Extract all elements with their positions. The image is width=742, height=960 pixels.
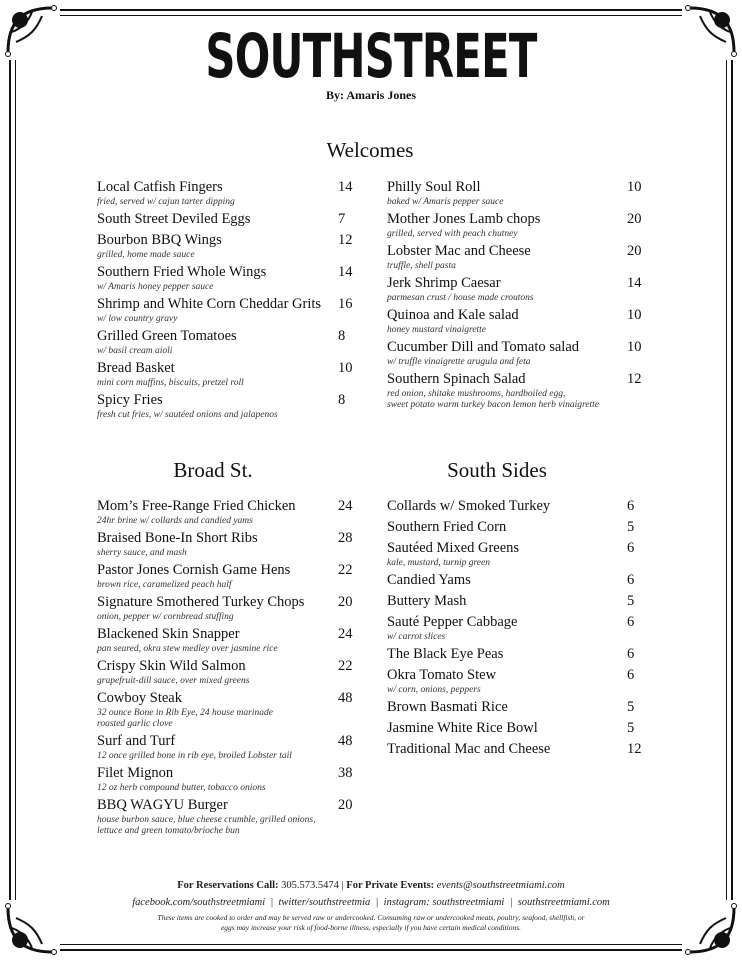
- menu-item: [387, 496, 657, 516]
- menu-item: [387, 591, 657, 611]
- menu-item: [387, 612, 657, 643]
- menu-item-description: w/ carrot slices: [387, 632, 446, 642]
- menu-item: [97, 294, 367, 325]
- menu-item-price: 10: [627, 179, 642, 195]
- menu-item-description: grilled, served with peach chutney: [387, 229, 518, 239]
- menu-item-price: 14: [627, 275, 642, 291]
- menu-item-description: 24hr brine w/ collards and candied yams: [97, 516, 253, 526]
- menu-item-name: Collards w/ Smoked Turkey: [387, 498, 551, 514]
- menu-item: [97, 592, 367, 623]
- menu-item-price: 6: [627, 498, 635, 514]
- menu-item: [387, 718, 657, 738]
- menu-item-price: 10: [627, 307, 642, 323]
- menu-item: [387, 538, 657, 569]
- events-label: For Private Events:: [346, 880, 435, 891]
- menu-item-name: Candied Yams: [387, 572, 471, 588]
- menu-item-name: Traditional Mac and Cheese: [387, 741, 551, 757]
- menu-item-description: baked w/ Amaris pepper sauce: [387, 197, 504, 207]
- menu-item-name: Cowboy Steak: [97, 690, 182, 706]
- menu-item-price: 24: [338, 626, 353, 642]
- south-sides-list: [387, 496, 657, 760]
- menu-item-name: Jerk Shrimp Caesar: [387, 275, 501, 291]
- menu-item-description: kale, mustard, turnip green: [387, 558, 490, 568]
- menu-item: [97, 326, 367, 357]
- menu-item-name: Mom’s Free-Range Fried Chicken: [97, 498, 296, 514]
- menu-item-name: Bourbon BBQ Wings: [97, 232, 222, 248]
- menu-item-description: fresh cut fries, w/ sautéed onions and jalapenos: [97, 410, 278, 420]
- menu-item-price: 38: [338, 765, 353, 781]
- menu-item-price: 14: [338, 179, 353, 195]
- menu-item-price: 20: [627, 243, 642, 259]
- menu-item-price: 6: [627, 646, 635, 662]
- footer-social-links[interactable]: facebook.com/southstreetmiami | twitter/southstreetmia | instagram: southstreetmiami | southstreetmiami.com: [132, 897, 610, 908]
- menu-item-description: pan seared, okra stew medley over jasmine rice: [97, 644, 278, 654]
- restaurant-logo: [0, 20, 742, 92]
- menu-item-name: Sauté Pepper Cabbage: [387, 614, 518, 630]
- menu-item-price: 8: [338, 328, 346, 344]
- menu-item-price: 5: [627, 699, 635, 715]
- menu-item-price: 8: [338, 392, 346, 408]
- menu-item-description: sherry sauce, and mash: [97, 548, 187, 558]
- menu-item-price: 20: [627, 211, 642, 227]
- menu-item: [97, 177, 367, 208]
- broad-st-list: [97, 496, 367, 838]
- menu-item-price: 5: [627, 593, 635, 609]
- menu-item-price: 6: [627, 667, 635, 683]
- menu-item-name: Surf and Turf: [97, 733, 176, 749]
- menu-item: [387, 644, 657, 664]
- menu-item: [387, 570, 657, 590]
- footer-disclaimer: These items are cooked to order and may be served raw or undercooked. Consuming raw or undercooked meats, poultry, seafood, shellfish, or eggs may increase your risk of food-borne illness, especially if you have certain medical conditions.: [157, 913, 585, 932]
- menu-item-name: Okra Tomato Stew: [387, 667, 497, 683]
- section-heading-welcomes: Welcomes: [326, 138, 414, 162]
- menu-item: [387, 517, 657, 537]
- menu-item: [97, 358, 367, 389]
- menu-item-name: BBQ WAGYU Burger: [97, 797, 228, 813]
- separator: |: [341, 880, 347, 891]
- menu-item-name: Bread Basket: [97, 360, 175, 376]
- menu-item-name: Southern Fried Whole Wings: [97, 264, 267, 280]
- menu-item-description: grilled, home made sauce: [97, 250, 195, 260]
- menu-item-description: w/ basil cream aioli: [97, 346, 173, 356]
- menu-item-description: 12 oz herb compound butter, tobacco onions: [97, 783, 266, 793]
- menu-item: [97, 496, 367, 527]
- menu-item: [387, 241, 657, 272]
- menu-item-name: Grilled Green Tomatoes: [97, 328, 237, 344]
- menu-item-description: house burbon sauce, blue cheese crumble, grilled onions, lettuce and green tomato/brioche bun: [97, 815, 316, 836]
- menu-item-description: 32 ounce Bone in Rib Eye, 24 house marinade roasted garlic clove: [97, 708, 273, 729]
- menu-item-price: 12: [338, 232, 353, 248]
- menu-item: [97, 763, 367, 794]
- menu-item-description: w/ Amaris honey pepper sauce: [97, 282, 214, 292]
- menu-item-name: Sautéed Mixed Greens: [387, 540, 520, 556]
- menu-item: [387, 665, 657, 696]
- menu-item-name: Mother Jones Lamb chops: [387, 211, 541, 227]
- menu-item-name: Brown Basmati Rice: [387, 699, 508, 715]
- menu-item-name: Quinoa and Kale salad: [387, 307, 519, 323]
- menu-item: [97, 688, 367, 730]
- reservations-label: For Reservations Call:: [177, 880, 279, 891]
- menu-item-name: Southern Fried Corn: [387, 519, 507, 535]
- menu-item: [97, 262, 367, 293]
- menu-item-price: 22: [338, 562, 353, 578]
- menu-item-name: South Street Deviled Eggs: [97, 211, 251, 227]
- menu-item: [97, 230, 367, 261]
- menu-item-description: brown rice, caramelized peach half: [97, 580, 232, 590]
- menu-item: [387, 177, 657, 208]
- menu-item-price: 12: [627, 741, 642, 757]
- reservations-phone[interactable]: 305.573.5474: [281, 880, 339, 891]
- menu-item: [97, 656, 367, 687]
- menu-item-description: parmesan crust / house made croutons: [387, 293, 534, 303]
- menu-item-description: red onion, shitake mushrooms, hardboiled egg, sweet potato warm turkey bacon lemon herb vinaigrette: [387, 389, 600, 410]
- restaurant-title: SOUTHSTREET: [205, 20, 537, 92]
- menu-item-name: Southern Spinach Salad: [387, 371, 526, 387]
- menu-item: [97, 528, 367, 559]
- menu-item-name: Pastor Jones Cornish Game Hens: [97, 562, 291, 578]
- menu-item-price: 10: [338, 360, 353, 376]
- menu-item-name: Shrimp and White Corn Cheddar Grits: [97, 296, 322, 312]
- menu-item-price: 22: [338, 658, 353, 674]
- menu-item-price: 5: [627, 519, 635, 535]
- section-heading-broad-st: Broad St.: [173, 458, 253, 482]
- menu-item: [387, 337, 657, 368]
- events-email-link[interactable]: events@southstreetmiami.com: [436, 880, 565, 891]
- menu-item: [387, 697, 657, 717]
- menu-item-description: honey mustard vinaigrette: [387, 325, 487, 335]
- menu-item: [387, 273, 657, 304]
- menu-item-price: 20: [338, 797, 353, 813]
- menu-item-name: Spicy Fries: [97, 392, 163, 408]
- menu-item-name: Blackened Skin Snapper: [97, 626, 240, 642]
- menu-item-price: 6: [627, 540, 635, 556]
- menu-item-price: 48: [338, 733, 353, 749]
- menu-item: [97, 560, 367, 591]
- menu-item-price: 28: [338, 530, 353, 546]
- menu-item-description: truffle, shell pasta: [387, 261, 456, 271]
- menu-item: [97, 390, 367, 421]
- welcomes-left-list: [97, 177, 367, 422]
- footer-contact: [0, 880, 742, 891]
- menu-item-price: 10: [627, 339, 642, 355]
- menu-item: [97, 731, 367, 762]
- menu-item: [387, 209, 657, 240]
- section-heading-south-sides: South Sides: [447, 458, 547, 482]
- welcomes-right-list: [387, 177, 657, 412]
- menu-item-description: grapefruit-dill sauce, over mixed greens: [97, 676, 250, 686]
- menu-item: [387, 739, 657, 759]
- menu-item: [97, 209, 367, 229]
- menu-item-name: Buttery Mash: [387, 593, 467, 609]
- menu-item-description: onion, pepper w/ cornbread stuffing: [97, 612, 234, 622]
- menu-item-price: 5: [627, 720, 635, 736]
- menu-item-name: Cucumber Dill and Tomato salad: [387, 339, 580, 355]
- menu-item-name: Local Catfish Fingers: [97, 179, 223, 195]
- menu-item: [387, 369, 657, 411]
- menu-item-name: Braised Bone-In Short Ribs: [97, 530, 258, 546]
- menu-item-description: 12 once grilled bone in rib eye, broiled Lobster tail: [97, 751, 292, 761]
- menu-item-price: 24: [338, 498, 353, 514]
- menu-item-name: Crispy Skin Wild Salmon: [97, 658, 246, 674]
- menu-item-description: w/ low country gravy: [97, 314, 178, 324]
- menu-item-price: 12: [627, 371, 642, 387]
- menu-item: [387, 305, 657, 336]
- menu-item-description: w/ truffle vinaigrette arugula and feta: [387, 357, 531, 367]
- menu-item-description: fried, served w/ cajun tarter dipping: [97, 197, 235, 207]
- byline: By: Amaris Jones: [326, 88, 416, 102]
- menu-item-price: 14: [338, 264, 353, 280]
- menu-item-price: 48: [338, 690, 353, 706]
- menu-item: [97, 624, 367, 655]
- menu-item-price: 6: [627, 572, 635, 588]
- menu-item-name: Lobster Mac and Cheese: [387, 243, 531, 259]
- menu-item-name: The Black Eye Peas: [387, 646, 504, 662]
- menu-item-name: Filet Mignon: [97, 765, 174, 781]
- menu-item-name: Jasmine White Rice Bowl: [387, 720, 538, 736]
- menu-item-price: 7: [338, 211, 346, 227]
- menu-item-name: Signature Smothered Turkey Chops: [97, 594, 305, 610]
- menu-item-description: mini corn muffins, biscuits, pretzel roll: [97, 378, 244, 388]
- menu-item-description: w/ corn, onions, peppers: [387, 685, 481, 695]
- menu-item-price: 6: [627, 614, 635, 630]
- menu-item-price: 16: [338, 296, 353, 312]
- menu-item: [97, 795, 367, 837]
- menu-item-price: 20: [338, 594, 353, 610]
- menu-item-name: Philly Soul Roll: [387, 179, 481, 195]
